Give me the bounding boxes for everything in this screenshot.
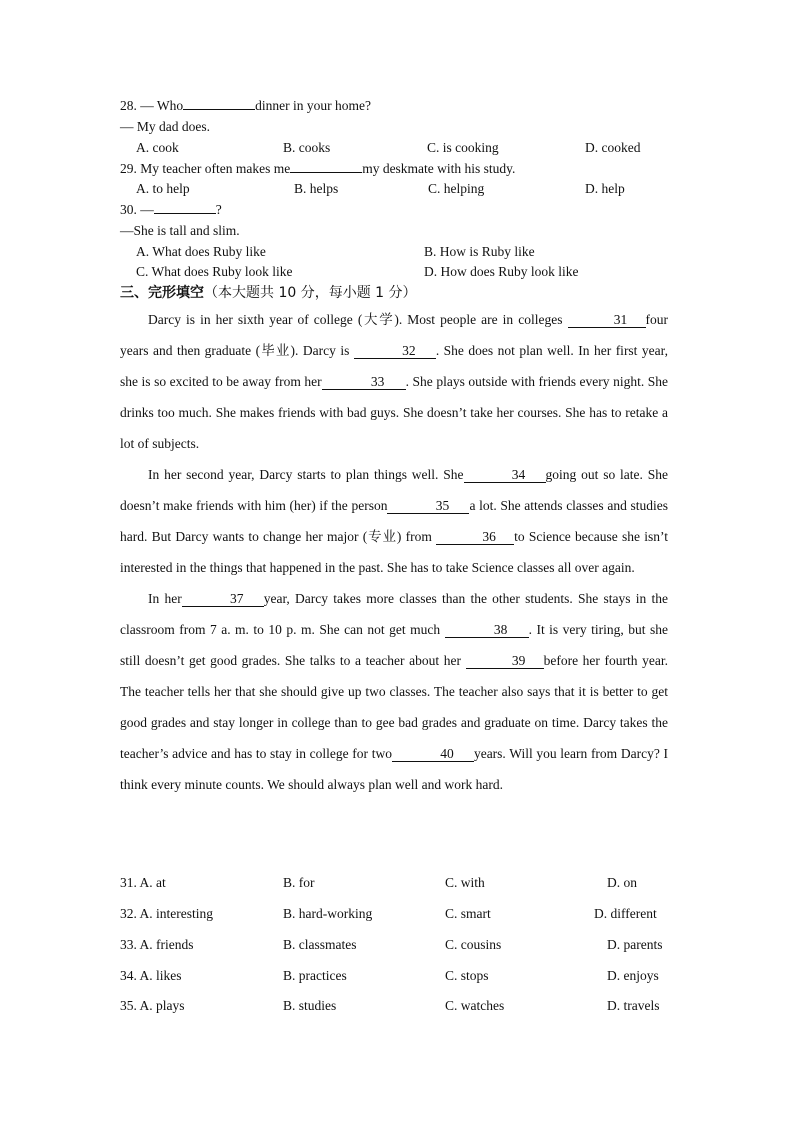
p1-text-1: Darcy is in her sixth year of college (大学). Most people are in colleges [148,312,568,327]
q29-blank[interactable] [290,172,362,173]
p3-text-5: years. Will you learn from Darcy? I think every minute counts. We should always plan well and work hard. [120,746,668,792]
question-28 [120,97,371,115]
choice-35-d[interactable]: D. travels [607,998,660,1013]
choice-33-d[interactable]: D. parents [607,937,663,952]
choice-34-b[interactable]: B. practices [283,968,347,983]
choice-32-a[interactable]: A. interesting [139,906,214,921]
q30-prompt-post: ? [215,202,222,217]
blank-34[interactable]: 34 [464,467,546,483]
q29-prompt-post: my deskmate with his study. [362,161,516,176]
blank-37[interactable]: 37 [182,591,264,607]
choice-35-c[interactable]: C. watches [445,998,505,1013]
q28-option-b[interactable]: B. cooks [283,140,331,155]
choice-num: 35. [120,998,137,1013]
passage-paragraph-3 [120,583,668,800]
question-30 [120,201,222,219]
q29-prompt-pre: 29. My teacher often makes me [120,161,291,176]
q28-option-a[interactable]: A. cook [136,140,179,155]
choice-33-a[interactable]: A. friends [139,937,194,952]
choice-31-c[interactable]: C. with [445,875,485,890]
q29-option-c[interactable]: C. helping [428,181,485,196]
choice-33-b[interactable]: B. classmates [283,937,357,952]
p2-text-3: a lot. She attends classes and studies hard. But Darcy wants to change her major (专业) from [120,498,668,544]
q30-option-a[interactable]: A. What does Ruby like [136,244,266,259]
choice-32-c[interactable]: C. smart [445,906,491,921]
choice-row-31 [120,874,166,892]
blank-31[interactable]: 31 [568,312,646,328]
q28-prompt-pre: 28. — Who [120,98,184,113]
blank-36[interactable]: 36 [436,529,514,545]
q29-option-d[interactable]: D. help [585,181,625,196]
choice-35-b[interactable]: B. studies [283,998,337,1013]
q30-option-b[interactable]: B. How is Ruby like [424,244,535,259]
p3-text-1: In her [148,591,182,606]
p1-text-3: . She does not plan well. In her first year, she is so excited to be away from her [120,343,668,389]
choice-31-b[interactable]: B. for [283,875,315,890]
passage-paragraph-2 [120,459,668,583]
q29-option-b[interactable]: B. helps [294,181,339,196]
section-3-note: （本大题共 10 分，每小题 1 分） [204,285,417,301]
choice-row-35 [120,997,185,1015]
p3-text-3: . It is very tiring, but she still doesn’t get good grades. She talks to a teacher about her [120,622,669,668]
choice-33-c[interactable]: C. cousins [445,937,502,952]
choice-35-a[interactable]: A. plays [139,998,185,1013]
choice-34-c[interactable]: C. stops [445,968,489,983]
blank-39[interactable]: 39 [466,653,544,669]
choice-row-34 [120,967,182,985]
choice-row-33 [120,936,194,954]
choice-31-a[interactable]: A. at [139,875,166,890]
q28-prompt-post: dinner in your home? [255,98,371,113]
choice-34-d[interactable]: D. enjoys [607,968,659,983]
p2-text-2: going out so late. She doesn’t make friends with him (her) if the person [120,467,668,513]
p1-text-2: four years and then graduate (毕业). Darcy is [120,312,668,358]
blank-33[interactable]: 33 [322,374,406,390]
choice-num: 32. [120,906,137,921]
choice-31-d[interactable]: D. on [607,875,637,890]
choice-32-b[interactable]: B. hard-working [283,906,373,921]
q30-option-d[interactable]: D. How does Ruby look like [424,264,579,279]
q30-prompt-pre: 30. — [120,202,154,217]
choice-34-a[interactable]: A. likes [139,968,182,983]
p2-text-1: In her second year, Darcy starts to plan things well. She [148,467,464,482]
section-3-heading [120,284,417,302]
p3-text-2: year, Darcy takes more classes than the other students. She stays in the classroom from 7 a. m. to 10 p. m. She can not get much [120,591,668,637]
q28-blank[interactable] [183,109,255,110]
choice-row-32 [120,905,213,923]
choice-num: 34. [120,968,137,983]
blank-38[interactable]: 38 [445,622,529,638]
passage-paragraph-1 [120,304,668,459]
choice-num: 31. [120,875,137,890]
q30-blank[interactable] [154,213,216,214]
q29-option-a[interactable]: A. to help [136,181,190,196]
blank-35[interactable]: 35 [387,498,469,514]
question-29 [120,160,515,178]
q28-answer: — My dad does. [120,119,210,134]
blank-40[interactable]: 40 [392,746,474,762]
blank-32[interactable]: 32 [354,343,436,359]
choice-32-d[interactable]: D. different [594,906,657,921]
p1-text-4: . She plays outside with friends every night. She drinks too much. She makes friends with bad guys. She doesn’t take her courses. She has to retake a lot of subjects. [120,374,668,451]
p2-text-4: to Science because she isn’t interested in the things that happened in the past. She has to take Science classes all over again. [120,529,669,575]
section-3-title: 三、完形填空 [120,285,204,301]
cloze-passage [120,304,668,800]
q28-option-d[interactable]: D. cooked [585,140,641,155]
choice-num: 33. [120,937,137,952]
q30-answer: —She is tall and slim. [120,223,240,238]
q30-option-c[interactable]: C. What does Ruby look like [136,264,293,279]
p3-text-4: before her fourth year. The teacher tells her that she should give up two classes. The teacher also says that it is better to get good grades and stay longer in college than to gee bad grades and graduate on time. Darcy takes the teacher’s advice and has to stay in college for two [120,653,668,761]
q28-option-c[interactable]: C. is cooking [427,140,499,155]
